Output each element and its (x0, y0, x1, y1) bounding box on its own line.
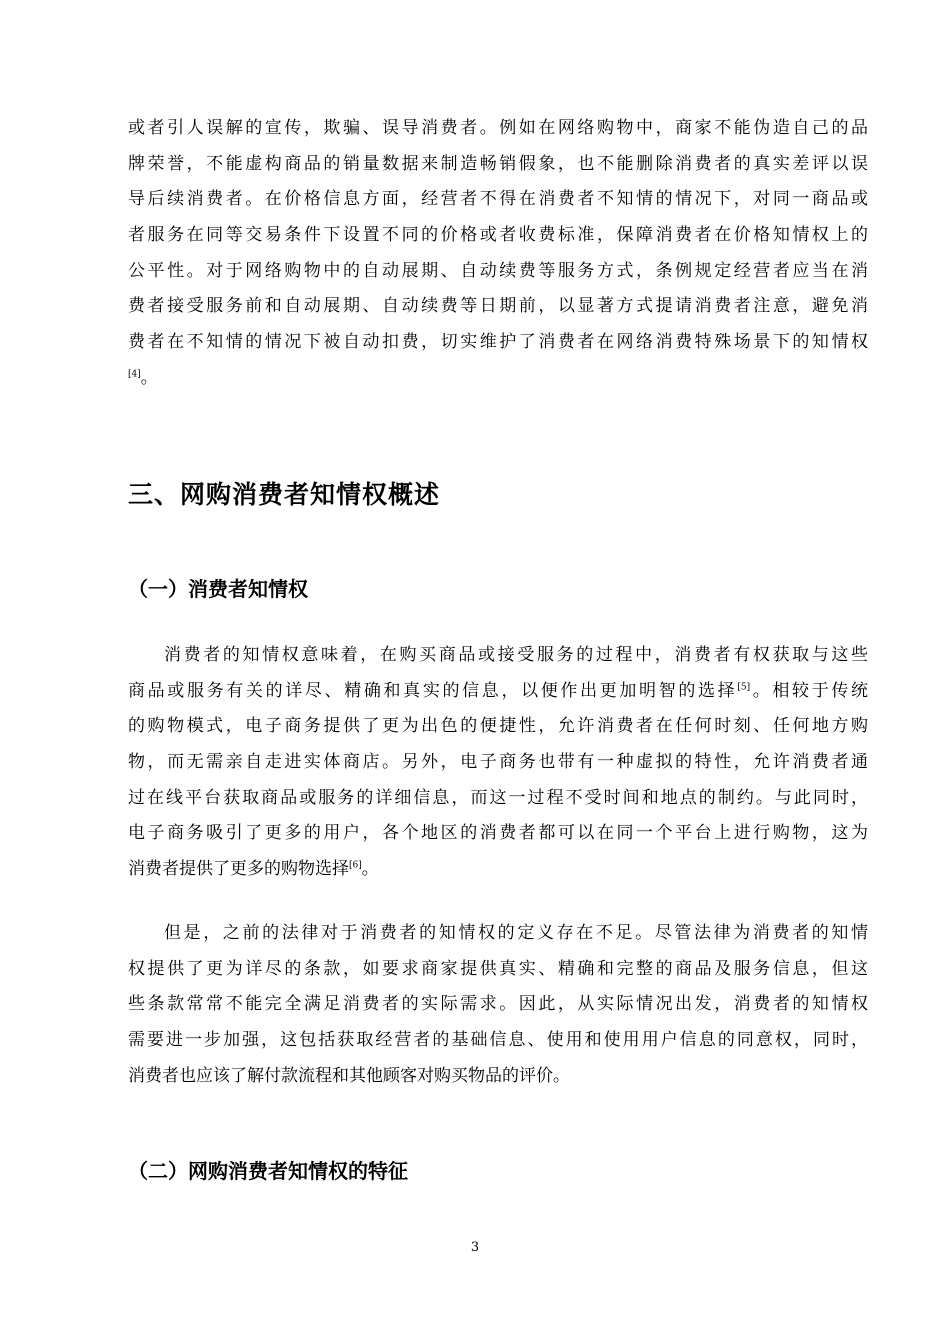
paragraph-2 (128, 638, 868, 888)
paragraph-line: 的购物模式，电子商务提供了更为出色的便捷性，允许消费者在任何时刻、任何地方购 (128, 716, 868, 737)
paragraph-text: 。 (361, 859, 379, 880)
citation-ref: [5] (737, 682, 751, 693)
paragraph-line: 或者引人误解的宣传，欺骗、误导消费者。例如在网络购物中，商家不能伪造自己的品 (128, 118, 868, 138)
paragraph-line: 过在线平台获取商品或服务的详细信息，而这一过程不受时间和地点的制约。与此同时， (128, 787, 868, 808)
paragraph-line: 物，而无需亲自走进实体商店。另外，电子商务也带有一种虚拟的特性，允许消费者通 (128, 752, 868, 773)
page-number: 3 (470, 1240, 480, 1255)
paragraph-line: 需要进一步加强，这包括获取经营者的基础信息、使用和使用用户信息的同意权，同时， (128, 1030, 868, 1051)
paragraph-line: 牌荣誉，不能虚构商品的销量数据来制造畅销假象，也不能删除消费者的真实差评以误 (128, 153, 868, 174)
section-heading: 三、网购消费者知情权概述 (128, 480, 441, 509)
paragraph-line: 费者在不知情的情况下被自动扣费，切实维护了消费者在网络消费特殊场景下的知情权 (128, 332, 868, 353)
paragraph-line (128, 852, 868, 888)
paragraph-line: 消费者的知情权意味着，在购买商品或接受服务的过程中，消费者有权获取与这些 (164, 645, 868, 665)
paragraph-text: 消费者提供了更多的购物选择 (128, 859, 349, 880)
citation-ref: [4] (128, 369, 141, 380)
paragraph-1 (128, 111, 868, 397)
paragraph-line: 者服务在同等交易条件下设置不同的价格或者收费标准，保障消费者在价格知情权上的 (128, 225, 868, 246)
paragraph-line: 但是，之前的法律对于消费者的知情权的定义存在不足。尽管法律为消费者的知情 (164, 923, 868, 943)
paragraph-line: 权提供了更为详尽的条款，如要求商家提供真实、精确和完整的商品及服务信息，但这 (128, 958, 868, 979)
paragraph-line (128, 674, 868, 710)
paragraph-text: 。 (140, 367, 158, 388)
paragraph-line: 导后续消费者。在价格信息方面，经营者不得在消费者不知情的情况下，对同一商品或 (128, 189, 868, 210)
paragraph-text: 商品或服务有关的详尽、精确和真实的信息，以便作出更加明智的选择 (128, 680, 738, 701)
paragraph-line (128, 361, 868, 397)
paragraph-line: 些条款常常不能完全满足消费者的实际需求。因此，从实际情况出发，消费者的知情权 (128, 994, 868, 1015)
paragraph-line: 公平性。对于网络购物中的自动展期、自动续费等服务方式，条例规定经营者应当在消 (128, 260, 868, 281)
paragraph-3 (128, 916, 868, 1094)
citation-ref: [6] (349, 860, 362, 871)
paragraph-line: 消费者也应该了解付款流程和其他顾客对购买物品的评价。 (128, 1065, 570, 1086)
paragraph-text: 。相较于传统 (750, 680, 869, 701)
paragraph-line: 电子商务吸引了更多的用户，各个地区的消费者都可以在同一个平台上进行购物，这为 (128, 823, 868, 844)
paragraph-line: 费者接受服务前和自动展期、自动续费等日期前，以显著方式提请消费者注意，避免消 (128, 296, 868, 317)
subsection-heading-1: （一）消费者知情权 (128, 577, 308, 601)
subsection-heading-2: （二）网购消费者知情权的特征 (128, 1159, 408, 1183)
